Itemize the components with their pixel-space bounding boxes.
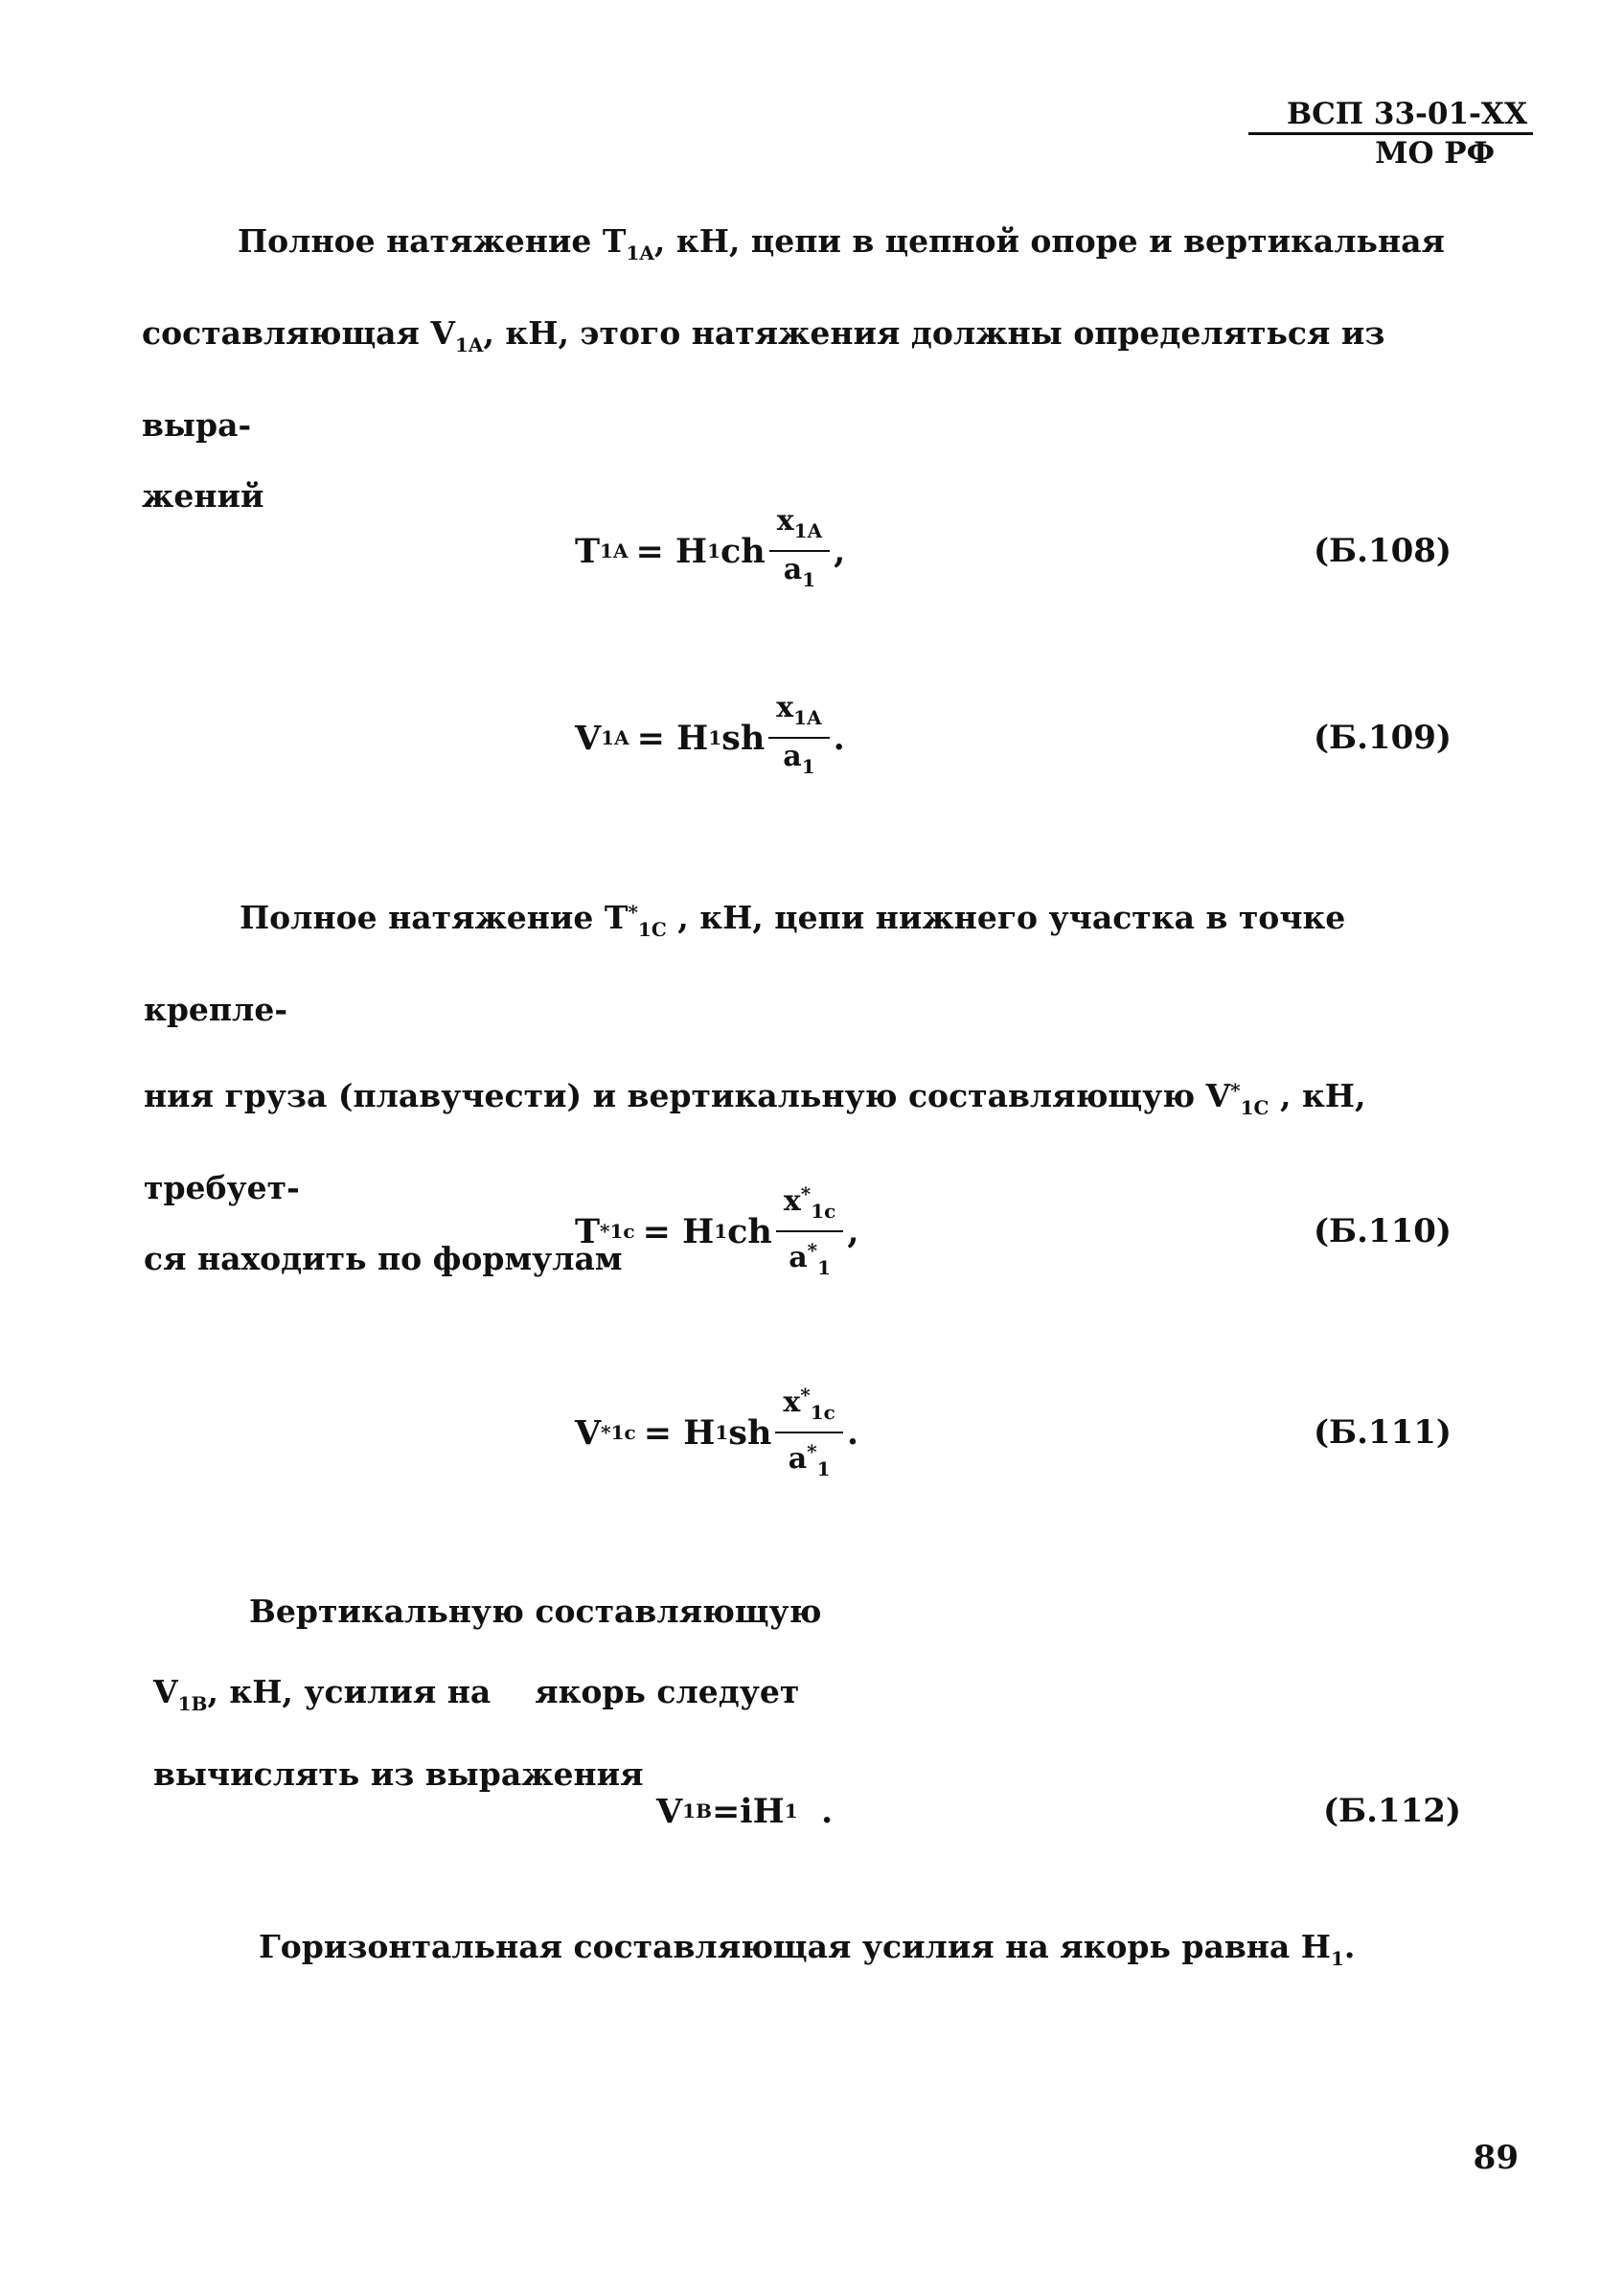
text: . (1343, 1928, 1356, 1965)
text: , (847, 1211, 859, 1251)
text: , кН, усилия на якорь следует (207, 1673, 800, 1710)
paragraph-4 (163, 1907, 1485, 1999)
subscript: 1 (715, 1421, 729, 1444)
denominator: $a_1$ (783, 740, 815, 778)
function: ch (721, 531, 766, 571)
subscript: 1A (600, 539, 629, 562)
equation-label-b108: (Б.108) (1313, 532, 1452, 570)
text: . (846, 1412, 859, 1453)
symbol: T (602, 222, 627, 260)
denominator: $a^*_1$ (789, 1239, 832, 1279)
symbol: V (430, 314, 456, 352)
subscript: 1A (601, 726, 629, 749)
text: = H (635, 531, 708, 571)
text: ния груза (плавучести) и вертикальную составляющую (144, 1077, 1206, 1114)
text: ся находить по формулам (144, 1240, 623, 1277)
equation-b110 (575, 1179, 859, 1284)
subscript: 1c (610, 1421, 636, 1444)
equation-b111 (575, 1380, 858, 1485)
text: вычислять из выражения (153, 1755, 644, 1793)
symbol: V (656, 1791, 683, 1831)
subscript: 1 (708, 726, 722, 749)
equation-label-b110: (Б.110) (1313, 1212, 1452, 1250)
symbol: V (575, 718, 602, 758)
numerator: $x^*_{1c}$ (775, 1378, 842, 1433)
symbol: V (1205, 1077, 1231, 1114)
text: = H (643, 1412, 716, 1453)
text: , кН, этого натяжения должны определяться из выра- (142, 314, 1385, 444)
numerator: $x^*_{1c}$ (776, 1177, 843, 1232)
subscript: 1 (714, 1220, 728, 1243)
superscript: * (628, 901, 638, 924)
text: = H (642, 1211, 715, 1251)
subscript: 1B (177, 1692, 208, 1715)
equation-label-b109: (Б.109) (1313, 719, 1452, 757)
symbol: T (604, 899, 629, 936)
equation-label-b112: (Б.112) (1322, 1792, 1461, 1830)
text: составляющая (142, 314, 431, 352)
text: жений (142, 477, 264, 515)
fraction (776, 1177, 843, 1286)
subscript: 1A (626, 241, 654, 264)
numerator: $x_{1A}$ (768, 691, 829, 739)
text: Полное натяжение (240, 899, 605, 936)
text: , кН, цепи в цепной опоре и вертикальная (653, 222, 1445, 260)
text: . (833, 718, 845, 758)
subscript: 1 (1330, 1947, 1344, 1970)
text: = H (636, 718, 709, 758)
text: Горизонтальная составляющая усилия на якорь равна H (259, 1928, 1331, 1965)
document-code: ВСП 33-01-XX (1248, 96, 1533, 135)
text: . (797, 1791, 834, 1831)
equation-label-b111: (Б.111) (1313, 1413, 1452, 1452)
text: Вертикальную составляющую (249, 1593, 822, 1630)
superscript: * (1230, 1079, 1241, 1102)
subscript: 1C (637, 918, 667, 941)
fraction (775, 1378, 842, 1487)
superscript: * (600, 1220, 610, 1243)
denominator: $a^*_1$ (788, 1440, 831, 1480)
symbol: V (153, 1673, 178, 1710)
function: sh (728, 1412, 772, 1453)
symbol: V (575, 1412, 602, 1453)
equation-b112 (656, 1758, 833, 1864)
subscript: 1C (1240, 1096, 1269, 1119)
function: ch (727, 1211, 772, 1251)
symbol: T (575, 1211, 601, 1251)
denominator: $a_1$ (783, 553, 816, 591)
numerator: $x_{1A}$ (769, 504, 830, 552)
subscript: 1 (784, 1799, 798, 1822)
subscript: 1B (682, 1799, 712, 1822)
fraction (768, 691, 829, 785)
document-org: МО РФ (1375, 136, 1495, 171)
superscript: * (601, 1421, 611, 1444)
text: , кН, требует- (144, 1077, 1366, 1206)
text: , кН, цепи нижнего участка в точке крепле- (144, 899, 1346, 1028)
function: sh (721, 718, 766, 758)
fraction (769, 504, 830, 598)
paragraph-1 (142, 201, 1464, 546)
symbol: T (575, 531, 601, 571)
page-number: 89 (1473, 2139, 1519, 2177)
text: =iH (711, 1791, 785, 1831)
document-header (1248, 96, 1533, 172)
subscript: 1A (455, 333, 484, 356)
subscript: 1c (609, 1220, 635, 1243)
text: Полное натяжение (238, 222, 603, 260)
equation-b109 (575, 685, 845, 791)
subscript: 1 (707, 539, 721, 562)
equation-b108 (575, 498, 845, 604)
text: , (834, 531, 846, 571)
